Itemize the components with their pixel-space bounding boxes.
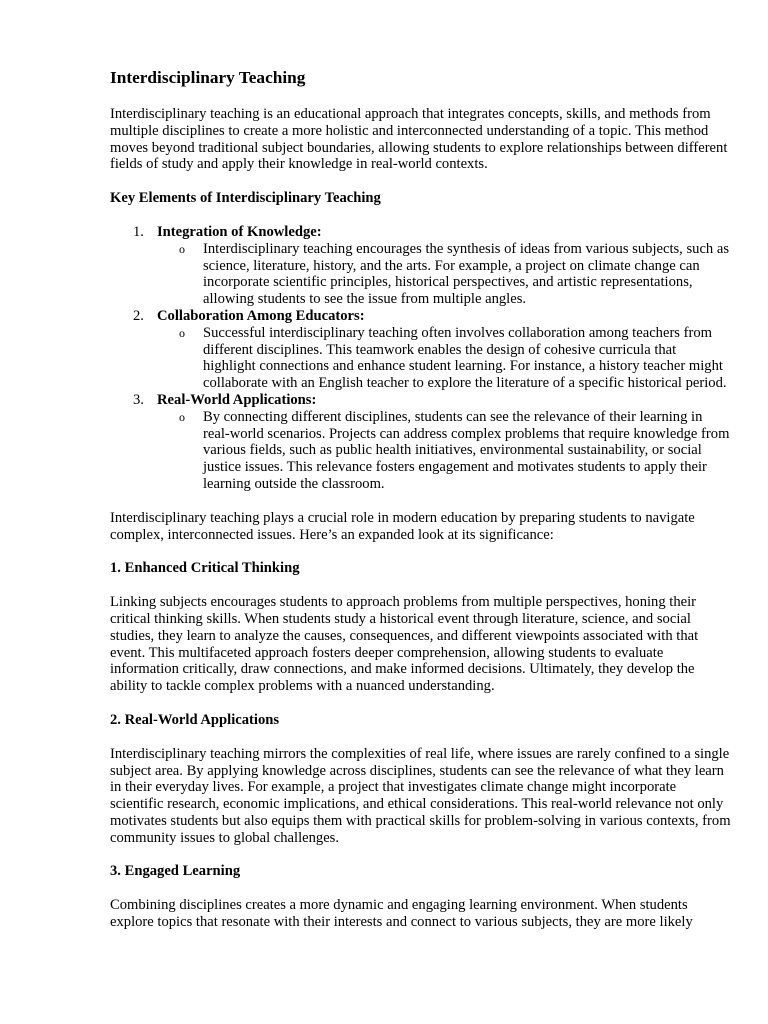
- intro-paragraph: Interdisciplinary teaching is an educational approach that integrates concepts, skills, and methods from multiple disciplines to create a more holistic and interconnected understanding of a topic. This method moves beyond traditional subject boundaries, allowing students to explore relationships between different fields of study and apply their knowledge in real-world contexts.: [110, 106, 728, 173]
- significance-intro: Interdisciplinary teaching plays a crucial role in modern education by preparing students to navigate complex, interconnected issues. Here’s an expanded look at its significance:: [110, 509, 695, 543]
- sub-list-item: [157, 409, 732, 493]
- key-element-title: Integration of Knowledge:: [157, 223, 322, 240]
- circle-bullet-icon: o: [179, 409, 185, 424]
- sub-list-text: Interdisciplinary teaching encourages the synthesis of ideas from various subjects, such as science, literature, history, and the arts. For example, a project on climate change can incorporate scientific principles, historical perspectives, and artistic representations, allowing students to see the issue from multiple angles.: [203, 240, 730, 308]
- key-element-item: [110, 392, 732, 493]
- key-element-title: Real-World Applications:: [157, 391, 317, 408]
- key-element-item: [110, 224, 732, 308]
- sub-list-text: By connecting different disciplines, students can see the relevance of their learning in real-world scenarios. Projects can address complex problems that require knowledge from various fields, such as public health initiatives, environmental sustainability, or social justice issues. This relevance fosters engagement and motivates students to apply their learning outside the classroom.: [203, 408, 730, 492]
- list-number: 2.: [133, 307, 144, 324]
- section-body: Linking subjects encourages students to approach problems from multiple perspectives, honing their critical thinking skills. When students study a historical event through literature, science, and social studies, they learn to analyze the causes, consequences, and different viewpoints associated with that event. This multifaceted approach fosters deeper comprehension, allowing students to evaluate information critically, draw connections, and make informed decisions. Ultimately, they develop the ability to tackle complex problems with a nuanced understanding.: [110, 594, 699, 695]
- key-elements-heading: Key Elements of Interdisciplinary Teaching: [110, 190, 381, 207]
- list-number: 3.: [133, 391, 144, 408]
- document-title: Interdisciplinary Teaching: [110, 68, 306, 87]
- section-heading: 2. Real-World Applications: [110, 711, 280, 728]
- sub-list-item: [157, 325, 732, 392]
- sub-list: [157, 325, 732, 392]
- key-element-title: Collaboration Among Educators:: [157, 307, 365, 324]
- sub-list: [157, 409, 732, 493]
- sub-list: [157, 241, 732, 308]
- section-heading: 1. Enhanced Critical Thinking: [110, 560, 300, 577]
- sub-list-item: [157, 241, 732, 308]
- sub-list-text: Successful interdisciplinary teaching often involves collaboration among teachers from different disciplines. This teamwork enables the design of cohesive curricula that highlight connections and enhance student learning. For instance, a history teacher might collaborate with an English teacher to explore the literature of a specific historical period.: [203, 324, 727, 392]
- section-heading: 3. Engaged Learning: [110, 863, 241, 880]
- list-number: 1.: [133, 223, 144, 240]
- circle-bullet-icon: o: [179, 241, 185, 256]
- key-elements-list: [110, 224, 732, 493]
- key-element-item: [110, 308, 732, 392]
- section-body: Interdisciplinary teaching mirrors the complexities of real life, where issues are rarely confined to a single subject area. By applying knowledge across disciplines, students can see the relevance of what they learn in their everyday lives. For example, a project that investigates climate change might incorporate scientific research, economic implications, and ethical considerations. This real-world relevance not only motivates students but also equips them with practical skills for problem-solving in various contexts, from community issues to global challenges.: [110, 745, 731, 846]
- section-body: Combining disciplines creates a more dynamic and engaging learning environment. When students explore topics that resonate with their interests and connect to various subjects, they are more likely: [110, 897, 693, 931]
- circle-bullet-icon: o: [179, 325, 185, 340]
